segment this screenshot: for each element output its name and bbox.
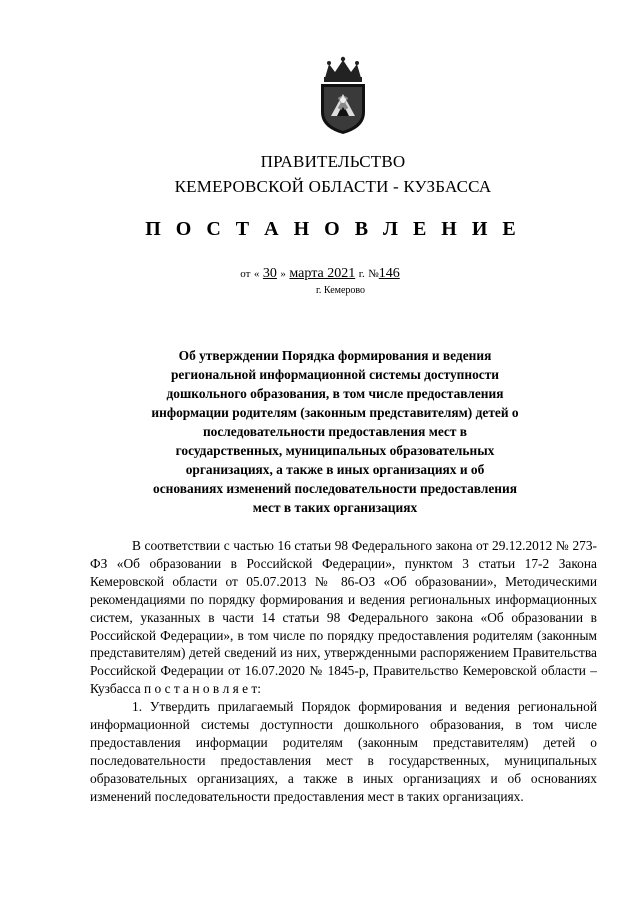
preamble-paragraph: В соответствии с частью 16 статьи 98 Федерального закона от 29.12.2012 № 273-ФЗ «Об образовании в Российской Федерации», пунктом 3 статьи 17-2 Закона Кемеровской области от 05.07.2013 № 86-ОЗ «Об образовании», Методическими рекомендациями по порядку формирования и ведения региональных информационных систем, указанных в части 14 статьи 98 Федерального закона «Об образовании в Российской Федерации», в том числе по порядку предоставления родителям (законным представителям) детей сведений из них, утвержденными распоряжением Правительства Российской Федерации от 16.07.2020 № 1845-р, Правительство Кемеровской области – Кузбасса п о с т а н о в л я е т:: [90, 538, 597, 697]
date-close-quote: »: [280, 268, 286, 280]
date-day: 30: [262, 266, 277, 281]
clause-1-paragraph: 1. Утвердить прилагаемый Порядок формирования и ведения региональной информационной системы доступности дошкольного образования, в том числе предоставления информации родителям (законным представителям) детей о последовательности предоставления мест в государственных, муниципальных образовательных организациях, а также в иных организациях и об основаниях изменений последовательности предоставления мест в таких организациях.: [90, 699, 597, 804]
city-name: г. Кемерово: [315, 285, 366, 296]
document-type-title: П О С Т А Н О В Л Е Н И Е: [145, 218, 521, 240]
government-name-line1: ПРАВИТЕЛЬСТВО: [260, 152, 406, 171]
document-number: 146: [378, 266, 400, 281]
date-year-suffix: г.: [358, 268, 365, 280]
date-prefix: от: [240, 268, 251, 280]
document-body: [90, 537, 597, 806]
date-number-line: [0, 266, 640, 282]
number-prefix: №: [368, 268, 379, 280]
government-name-line2: КЕМЕРОВСКОЙ ОБЛАСТИ - КУЗБАССА: [174, 177, 492, 196]
kuzbass-coat-of-arms-icon: [315, 56, 371, 136]
date-open-quote: «: [253, 268, 260, 280]
date-month-year: марта 2021: [289, 266, 356, 281]
document-subject: Об утверждении Порядка формирования и ведения региональной информационной системы доступности дошкольного образования, в том числе предоставления информации родителям (законным представителям) детей о последовательности предоставления мест в государственных, муниципальных образовательных организациях, а также в иных организациях и об основаниях изменений последовательности предоставления мест в таких организациях: [151, 348, 519, 515]
